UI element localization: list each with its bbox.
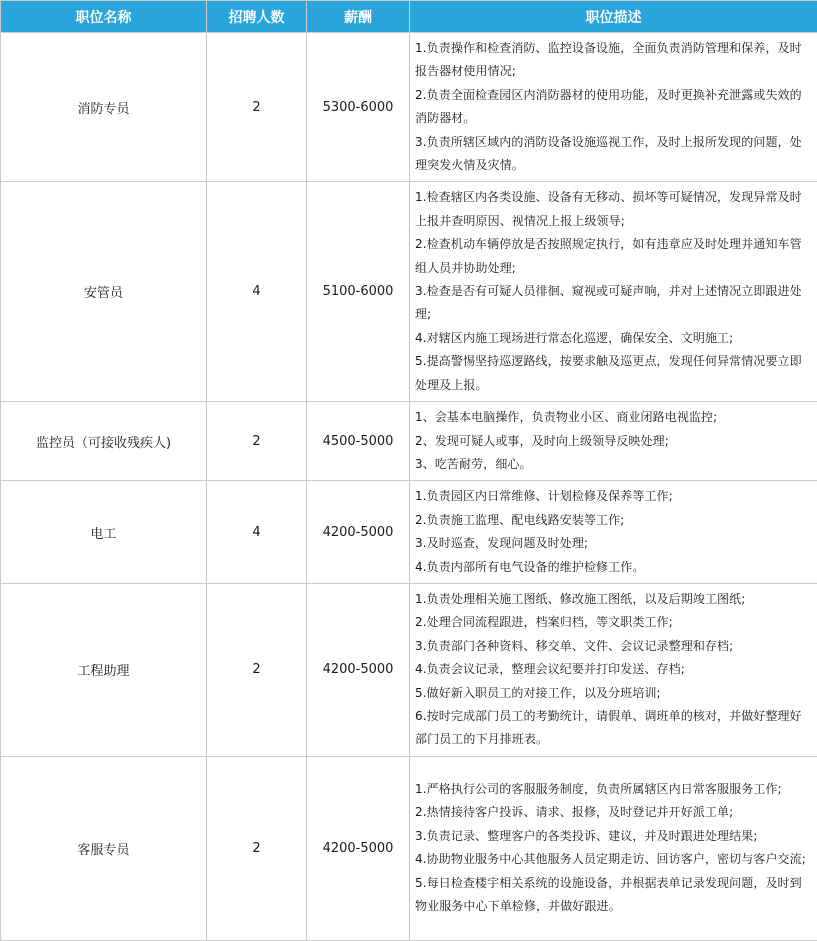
header-description: 职位描述 [410,1,817,33]
job-title: 客服专员 [1,756,207,940]
desc-item: 3.负责所辖区域内的消防设备设施巡视工作，及时上报所发现的问题，处理突发火情及灾情。 [415,131,813,178]
desc-item: 6.按时完成部门员工的考勤统计，请假单、调班单的核对，并做好整理好部门员工的下月排班表。 [415,705,813,752]
job-description [410,583,817,756]
header-title: 职位名称 [1,1,207,33]
header-salary: 薪酬 [307,1,410,33]
job-salary: 4500-5000 [307,402,410,481]
desc-item: 3.及时巡查，发现问题及时处理; [415,532,813,555]
job-description [410,33,817,182]
job-description [410,481,817,584]
desc-item: 2.检查机动车辆停放是否按照规定执行，如有违章应及时处理并通知车管组人员并协助处理; [415,233,813,280]
job-description [410,182,817,402]
desc-item: 3、吃苦耐劳，细心。 [415,453,813,476]
job-title: 监控员（可接收残疾人) [1,402,207,481]
desc-item: 2、发现可疑人或事，及时向上级领导反映处理; [415,430,813,453]
desc-item: 2.处理合同流程跟进，档案归档，等文职类工作; [415,611,813,634]
job-salary: 5100-6000 [307,182,410,402]
job-count: 2 [207,583,307,756]
job-count: 2 [207,756,307,940]
job-count: 2 [207,33,307,182]
table-row [1,182,817,402]
desc-item: 4.对辖区内施工现场进行常态化巡逻，确保安全、文明施工; [415,327,813,350]
job-salary: 4200-5000 [307,583,410,756]
desc-item: 4.负责内部所有电气设备的维护检修工作。 [415,556,813,579]
job-salary: 5300-6000 [307,33,410,182]
desc-item: 2.热情接待客户投诉、请求、报修，及时登记并开好派工单; [415,801,813,824]
table-row [1,583,817,756]
desc-item: 1.严格执行公司的客服服务制度，负责所属辖区内日常客服服务工作; [415,778,813,801]
desc-item: 3.检查是否有可疑人员徘徊、窥视或可疑声响，并对上述情况立即跟进处理; [415,280,813,327]
table-row [1,481,817,584]
header-row [1,1,817,33]
job-salary: 4200-5000 [307,481,410,584]
job-count: 2 [207,402,307,481]
job-title: 安管员 [1,182,207,402]
desc-item: 1.检查辖区内各类设施、设备有无移动、损坏等可疑情况，发现异常及时上报并查明原因、视情况上报上级领导; [415,186,813,233]
desc-item: 1.负责处理相关施工图纸、修改施工图纸，以及后期竣工图纸; [415,588,813,611]
job-title: 电工 [1,481,207,584]
desc-item: 2.负责全面检查园区内消防器材的使用功能，及时更换补充泄露或失效的消防器材。 [415,84,813,131]
job-title: 消防专员 [1,33,207,182]
job-description [410,402,817,481]
table-row [1,756,817,940]
desc-item: 1.负责园区内日常维修、计划检修及保养等工作; [415,485,813,508]
job-count: 4 [207,481,307,584]
job-description [410,756,817,940]
desc-item: 5.每日检查楼宇相关系统的设施设备，并根据表单记录发现问题，及时到物业服务中心下单检修，并做好跟进。 [415,872,813,919]
desc-item: 1、会基本电脑操作，负责物业小区、商业闭路电视监控; [415,406,813,429]
desc-item: 5.提高警惕坚持巡逻路线，按要求触及巡更点，发现任何异常情况要立即处理及上报。 [415,350,813,397]
desc-item: 5.做好新入职员工的对接工作，以及分班培训; [415,682,813,705]
desc-item: 3.负责部门各种资料、移交单、文件、会议记录整理和存档; [415,635,813,658]
desc-item: 1.负责操作和检查消防、监控设备设施，全面负责消防管理和保养，及时报告器材使用情况; [415,37,813,84]
header-count: 招聘人数 [207,1,307,33]
desc-item: 3.负责记录、整理客户的各类投诉、建议，并及时跟进处理结果; [415,825,813,848]
table-row [1,402,817,481]
job-salary: 4200-5000 [307,756,410,940]
desc-item: 2.负责施工监理、配电线路安装等工作; [415,509,813,532]
table-row [1,33,817,182]
job-title: 工程助理 [1,583,207,756]
job-count: 4 [207,182,307,402]
desc-item: 4.负责会议记录，整理会议纪要并打印发送、存档; [415,658,813,681]
desc-item: 4.协助物业服务中心其他服务人员定期走访、回访客户，密切与客户交流; [415,848,813,871]
